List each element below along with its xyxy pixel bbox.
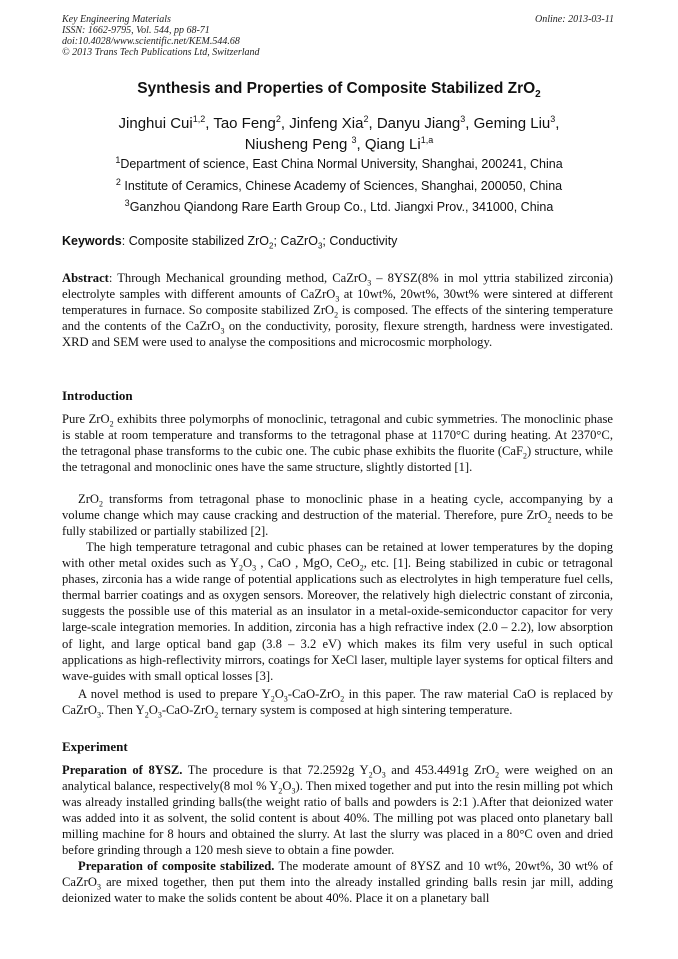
- paragraph-text: The high temperature tetragonal and cubic phases can be retained at lower temperatures by the doping with other metal oxides such as Y: [62, 540, 613, 571]
- paragraph-text: O: [243, 556, 253, 571]
- author-name: Qiang Li: [364, 136, 421, 153]
- affiliation-number: 1: [115, 154, 121, 165]
- abstract-text: – 8YSZ(8% in mol yttria stabilized zirconia) electrolyte samples with different amounts of CaZrO: [62, 271, 613, 302]
- abstract-text: on the conductivity, porosity, flexure strength, hardness were investigated. XRD and SEM were used to analyse the compositions and microcosmic morphology.: [62, 319, 613, 350]
- author-name: Tao Feng: [213, 115, 276, 132]
- keyword-text: ; CaZrO: [273, 234, 318, 248]
- paragraph-text: were weighed on an analytical balance, respectively(8 mol % Y: [62, 763, 613, 794]
- affiliation-2: [0, 176, 678, 193]
- intro-paragraph-3: [62, 539, 613, 684]
- paragraph-text: O: [148, 703, 158, 718]
- journal-header: [62, 14, 260, 58]
- author-affil: 1,a: [420, 135, 434, 145]
- author-name: Niusheng Peng: [244, 136, 348, 153]
- subsection-label: Preparation of 8YSZ.: [62, 763, 183, 777]
- author-name: Jinfeng Xia: [289, 115, 364, 132]
- copyright-line: © 2013 Trans Tech Publications Ltd, Switzerland: [62, 47, 260, 58]
- paragraph-text: . Then Y: [100, 703, 145, 718]
- issn-line: ISSN: 1662-9795, Vol. 544, pp 68-71: [62, 25, 210, 36]
- paragraph-text: ternary system is composed at high sintering temperature.: [218, 703, 513, 718]
- affiliation-1: [0, 154, 678, 171]
- subscript: 3: [220, 326, 225, 336]
- paragraph-text: are mixed together, then put them into the already installed grinding balls resin jar mill, adding deionized water to make the solids content be about 40%. Place it on a planetary ball: [62, 875, 613, 906]
- author-name: Danyu Jiang: [376, 115, 461, 132]
- subscript: 3: [157, 710, 162, 720]
- intro-paragraph-4: [62, 686, 613, 718]
- subscript: 2: [368, 770, 373, 780]
- paragraph-text: needs to be fully stabilized or partially stabilized [2].: [62, 508, 613, 539]
- affiliation-3: [0, 197, 678, 214]
- subscript: 3: [96, 710, 101, 720]
- intro-paragraph-2: [62, 491, 613, 539]
- paragraph-text: transforms from tetragonal phase to monoclinic phase in a heating cycle, accompanying by a volume change which may cause cracking and destruction of the material. Therefore, pure ZrO: [62, 492, 613, 523]
- doi-link[interactable]: doi:10.4028/www.scientific.net/KEM.544.68: [62, 36, 240, 47]
- affiliation-text: Ganzhou Qiandong Rare Earth Group Co., Ltd. Jiangxi Prov., 341000, China: [129, 200, 554, 214]
- experiment-paragraph-2: [62, 858, 613, 906]
- subscript: 2: [269, 241, 274, 251]
- paragraph-text: O: [282, 779, 292, 794]
- abstract-text: : Through Mechanical grounding method, CaZrO: [108, 271, 368, 285]
- paragraph-text: in this paper. The raw material CaO is replaced by CaZrO: [62, 687, 613, 718]
- keyword-text: ; Conductivity: [322, 234, 398, 248]
- author-affil: 3: [460, 114, 466, 124]
- affiliation-text: Institute of Ceramics, Chinese Academy of Sciences, Shanghai, 200050, China: [124, 179, 563, 193]
- abstract-label: Abstract: [62, 271, 109, 285]
- subscript: 3: [335, 294, 340, 304]
- keyword-text: : Composite stabilized ZrO: [121, 234, 270, 248]
- paragraph-text: , etc. [1]. Being stabilized in cubic or tetragonal phases, zirconia has a wide range of potential applications such as electrolytes in high temperature fuel cells, thermal barrier coatings and as oxygen sensors. Moreover, the relatively high dielectric constant of zirconia, suggests the possible use of this material as an insulator in a metal-oxide-semiconductor capacitor for very large-scale integration memories. In addition, zirconia has a high refractive index (2.0 – 2.2), low absorption of light, and large optical band gap (3.8 – 3.2 eV) which makes its film very useful in such optical applications as high-reflectivity mirrors, coatings for XeCl laser, multiple layer systems for optical filters and wave-guides with small optical losses [3].: [62, 556, 614, 683]
- paragraph-text: A novel method is used to prepare Y: [78, 687, 271, 701]
- subscript: 2: [334, 310, 339, 320]
- subscript: 3: [252, 563, 257, 573]
- author-affil: 3: [351, 135, 357, 145]
- abstract-text: is composed. The effects of the sintering temperature and the contents of the CaZrO: [62, 303, 614, 334]
- subscript: 3: [291, 786, 296, 796]
- paragraph-text: Pure ZrO: [62, 412, 110, 426]
- subscript: 3: [283, 694, 288, 704]
- experiment-paragraph-1: [62, 762, 613, 859]
- paragraph-text: O: [372, 763, 382, 777]
- subsection-label: Preparation of composite stabilized.: [78, 859, 275, 873]
- paragraph-text: -CaO-ZrO: [161, 703, 215, 718]
- subscript: 2: [340, 694, 345, 704]
- subscript: 2: [523, 451, 528, 461]
- affiliation-text: Department of science, East China Normal University, Shanghai, 200241, China: [120, 157, 563, 171]
- intro-paragraph-1: [62, 411, 613, 475]
- author-affil: 2: [363, 114, 369, 124]
- author-affil: 3: [550, 114, 556, 124]
- subscript: 2: [270, 694, 275, 704]
- subscript: 2: [109, 419, 114, 429]
- author-name: Geming Liu: [473, 115, 551, 132]
- paragraph-text: The procedure is that 72.2592g Y: [182, 763, 369, 777]
- abstract-text: at 10wt%, 20wt%, 30wt% were sintered at different temperatures in furnace. So composite stabilized ZrO: [62, 287, 614, 318]
- paragraph-text: ) structure, while the tetragonal and monoclinic ones have the same structure, slightly distorted [1].: [62, 444, 614, 475]
- keywords-label: Keywords: [62, 234, 122, 248]
- online-date: Online: 2013-03-11: [535, 14, 614, 25]
- keywords: [62, 234, 618, 251]
- section-heading-introduction: Introduction: [62, 388, 133, 403]
- subscript: 2: [359, 563, 364, 573]
- title-text: Synthesis and Properties of Composite Stabilized ZrO: [137, 80, 536, 97]
- paragraph-text: ). Then mixed together and put into the resin milling pot which was already installed grinding balls(the weight ratio of balls and powders is 2:1 ).After that deionized water was added into it as solvent, the solid content is about 40%. The milling pot was placed onto planetary ball milling machine for 8 hours and obtained the slurry. At last the slurry was placed in a 80°C oven and dried before grinding through a 120 mesh sieve to obtain a fine powder.: [62, 779, 613, 858]
- paragraph-text: The moderate amount of 8YSZ and 10 wt%, 20wt%, 30 wt% of CaZrO: [62, 859, 613, 890]
- subscript: 2: [495, 770, 500, 780]
- paragraph-text: ZrO: [78, 492, 99, 506]
- paragraph-text: exhibits three polymorphs of monoclinic, tetragonal and cubic symmetries. The monoclinic phase is stable at room temperature and transforms to the tetragonal phase at 1170°C during heating. At 2370°C, the tetragonal phase transforms to the cubic one. The cubic phase exhibits the fluorite (CaF: [62, 412, 614, 459]
- author-affil: 2: [275, 114, 281, 124]
- title-subscript: 2: [535, 89, 541, 101]
- affiliation-number: 2: [115, 176, 121, 187]
- subscript: 3: [367, 278, 372, 288]
- paragraph-text: -CaO-ZrO: [287, 687, 341, 701]
- paragraph-text: O: [274, 687, 284, 701]
- subscript: 2: [144, 710, 149, 720]
- subscript: 2: [547, 515, 552, 525]
- paragraph-text: and 453.4491g ZrO: [385, 763, 496, 777]
- journal-name: Key Engineering Materials: [62, 14, 171, 25]
- subscript: 2: [214, 710, 219, 720]
- subscript: 2: [278, 786, 283, 796]
- subscript: 3: [96, 882, 101, 892]
- paragraph-text: , CaO , MgO, CeO: [256, 556, 360, 571]
- subscript: 3: [381, 770, 386, 780]
- subscript: 3: [317, 241, 323, 251]
- author-name: Jinghui Cui: [118, 115, 193, 132]
- subscript: 2: [239, 563, 243, 573]
- author-affil: 1,2: [192, 114, 206, 124]
- author-list: Jinghui Cui$^{1,2}$, Tao Feng$^2$, Jinfeng Xia$^2$, Danyu Jiang$^3$, Geming Liu$^3$, Niusheng Peng $^3$, Qiang Li$^{1,a}$: [118, 114, 560, 153]
- section-heading-experiment: Experiment: [62, 739, 128, 754]
- paper-title: [0, 80, 678, 100]
- affiliation-number: 3: [124, 197, 130, 208]
- subscript: 2: [98, 499, 103, 509]
- abstract: [62, 270, 613, 350]
